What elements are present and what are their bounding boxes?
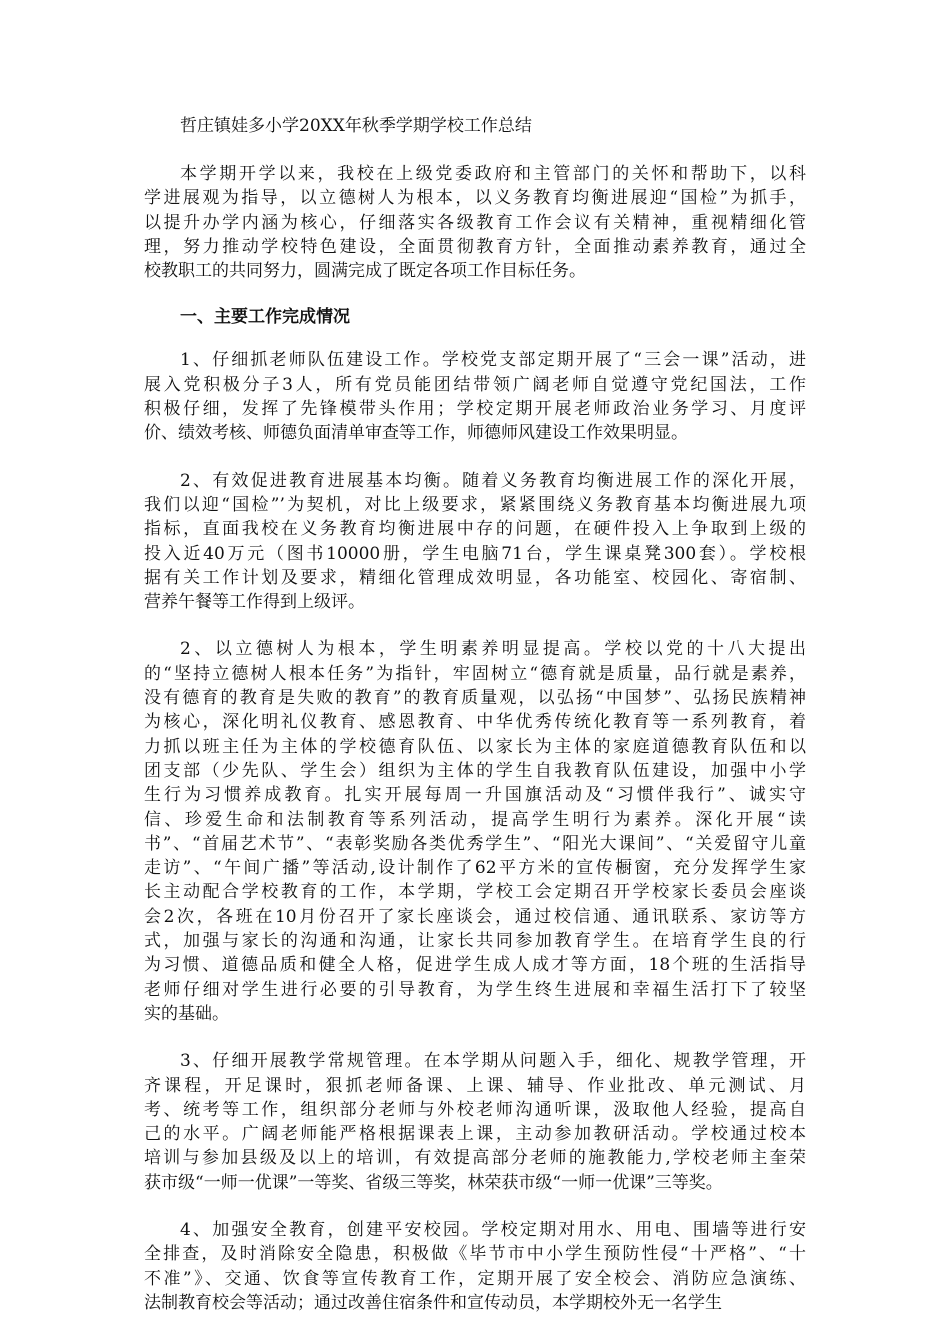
text-line: 投入近40万元（图书10000册，学生电脑71台，学生课桌凳300套）。学校根 bbox=[144, 543, 806, 564]
item-2-paragraph bbox=[144, 469, 806, 615]
text-line: 式，加强与家长的沟通和沟通，让家长共同参加教育学生。在培育学生良的行 bbox=[144, 931, 806, 952]
text-line: 信、珍爱生命和法制教育等系列活动，提高学生明行为素养。深化开展“读 bbox=[144, 809, 806, 830]
intro-paragraph bbox=[144, 162, 806, 283]
item-5-paragraph bbox=[144, 1218, 806, 1315]
text-line: 3、仔细开展教学常规管理。在本学期从问题入手，细化、规教学管理，开 bbox=[180, 1051, 806, 1072]
text-line: 校教职工的共同努力，圆满完成了既定各项工作目标任务。 bbox=[144, 261, 586, 282]
text-line: 理，努力推动学校特色建设，全面贯彻教育方针，全面推动素养教育，通过全 bbox=[144, 236, 806, 257]
text-line: 会2次，各班在10月份召开了家长座谈会，通过校信通、通讯联系、家访等方 bbox=[144, 906, 806, 927]
text-line: 不准”》、交通、饮食等宣传教育工作，定期开展了安全校会、消防应急演练、 bbox=[144, 1268, 806, 1289]
item-1-paragraph bbox=[144, 348, 806, 445]
text-line: 1、仔细抓老师队伍建设工作。学校党支部定期开展了“三会一课”活动，进 bbox=[180, 350, 806, 371]
text-line: 生行为习惯养成教育。扎实开展每周一升国旗活动及“习惯伴我行”、诚实守 bbox=[144, 785, 806, 806]
text-line: 培训与参加县级及以上的培训，有效提高部分老师的施教能力,学校老师主奎荣 bbox=[144, 1148, 806, 1169]
text-line: 力抓以班主任为主体的学校德育队伍、以家长为主体的家庭道德教育队伍和以 bbox=[144, 736, 806, 757]
text-line: 我们以迎“国检”’为契机，对比上级要求，紧紧围绕义务教育基本均衡进展九项 bbox=[144, 494, 806, 515]
text-line: 为习惯、道德品质和健全人格，促进学生成人成才等方面，18个班的生活指导 bbox=[144, 955, 806, 976]
text-line: 法制教育校会等活动；通过改善住宿条件和宣传动员，本学期校外无一名学生 bbox=[144, 1292, 722, 1313]
text-line: 展入党积极分子3人，所有党员能团结带领广阔老师自觉遵守党纪国法，工作 bbox=[144, 374, 806, 395]
text-line: 团支部（少先队、学生会）组织为主体的学生自我教育队伍建设，加强中小学 bbox=[144, 760, 806, 781]
text-line: 获市级“一师一优课”一等奖、省级三等奖，林荣获市级“一师一优课”三等奖。 bbox=[144, 1172, 723, 1193]
document-page bbox=[144, 112, 806, 1315]
text-line: 没有德育的教育是失败的教育”的教育质量观，以弘扬“中国梦”、弘扬民族精神 bbox=[144, 688, 806, 709]
text-line: 2、有效促进教育进展基本均衡。随着义务教育均衡进展工作的深化开展， bbox=[180, 470, 806, 491]
text-line: 价、绩效考核、师德负面清单审查等工作，师德师风建设工作效果明显。 bbox=[144, 423, 688, 444]
text-line: 书”、“首届艺术节”、“表彰奖励各类优秀学生”、“阳光大课间”、“关爱留守儿童 bbox=[144, 833, 806, 854]
text-line: 实的基础。 bbox=[144, 1003, 229, 1024]
text-line: 以提升办学内涵为核心，仔细落实各级教育工作会议有关精神，重视精细化管 bbox=[144, 212, 806, 233]
text-line: 齐课程，开足课时，狠抓老师备课、上课、辅导、作业批改、单元测试、月 bbox=[144, 1075, 806, 1096]
text-line: 己的水平。广阔老师能严格根据课表上课，主动参加教研活动。学校通过校本 bbox=[144, 1124, 806, 1145]
item-4-paragraph bbox=[144, 1049, 806, 1195]
text-line: 积极仔细，发挥了先锋模带头作用；学校定期开展老师政治业务学习、月度评 bbox=[144, 399, 806, 420]
text-line: 指标，直面我校在义务教育均衡进展中存的问题，在硬件投入上争取到上级的 bbox=[144, 519, 806, 540]
text-line: 4、加强安全教育，创建平安校园。学校定期对用水、用电、围墙等进行安 bbox=[180, 1219, 806, 1240]
text-line: 全排查，及时消除安全隐患，积极做《毕节市中小学生预防性侵“十严格”、“十 bbox=[144, 1244, 806, 1265]
text-line: 老师仔细对学生进行必要的引导教育，为学生终生进展和幸福生活打下了较坚 bbox=[144, 979, 806, 1000]
text-line: 本学期开学以来，我校在上级党委政府和主管部门的关怀和帮助下，以科 bbox=[180, 164, 806, 184]
text-line: 考、统考等工作，组织部分老师与外校老师沟通听课，汲取他人经验，提高自 bbox=[144, 1099, 806, 1120]
text-line: 营养午餐等工作得到上级评。 bbox=[144, 592, 365, 613]
text-line: 为核心，深化明礼仪教育、感恩教育、中华优秀传统化教育等一系列教育，着 bbox=[144, 712, 806, 733]
text-line: 走访”、“午间广播”等活动,设计制作了62平方米的宣传橱窗，充分发挥学生家 bbox=[144, 858, 806, 879]
text-line: 长主动配合学校教育的工作，本学期，学校工会定期召开学校家长委员会座谈 bbox=[144, 882, 806, 903]
text-line: 2、以立德树人为根本，学生明素养明显提高。学校以党的十八大提出 bbox=[180, 639, 806, 660]
text-line: 学进展观为指导，以立德树人为根本，以义务教育均衡进展迎“国检”为抓手， bbox=[144, 188, 806, 209]
text-line: 的“坚持立德树人根本任务”为指针，牢固树立“德育就是质量，品行就是素养， bbox=[144, 663, 806, 684]
document-title: 哲庄镇娃多小学20XX年秋季学期学校工作总结 bbox=[180, 116, 532, 136]
text-line: 据有关工作计划及要求，精细化管理成效明显，各功能室、校园化、寄宿制、 bbox=[144, 567, 806, 588]
section-heading: 一、主要工作完成情况 bbox=[180, 307, 350, 328]
item-3-paragraph bbox=[144, 637, 806, 1026]
